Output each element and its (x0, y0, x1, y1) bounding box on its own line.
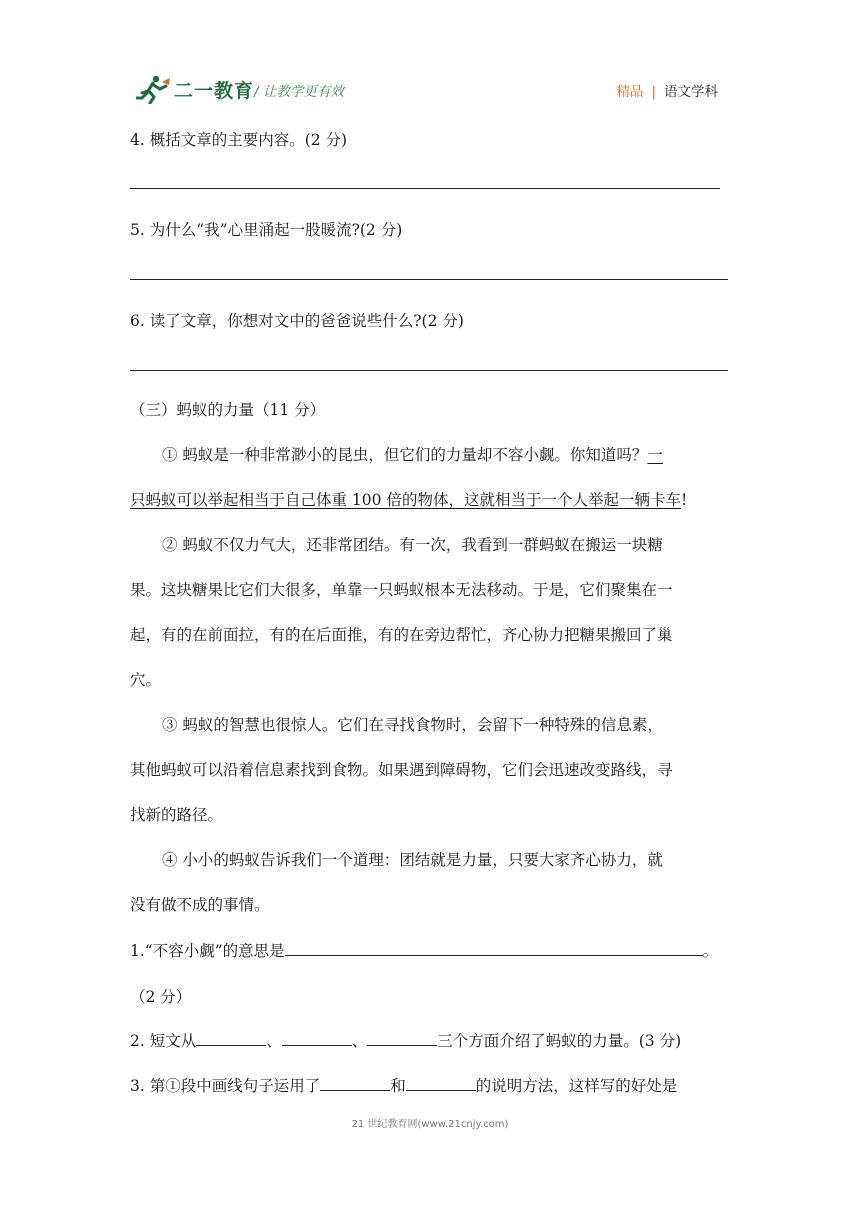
brand-slogan: / 让教学更有效 (254, 84, 344, 100)
answer-line-5[interactable] (130, 279, 728, 280)
underlined-sentence: 只蚂蚁可以举起相当于自己体重 100 倍的物体，这就相当于一个人举起一辆卡车 (130, 491, 681, 509)
page-header (136, 72, 726, 108)
brand-name: 二一教育 (174, 80, 255, 102)
question-3-rest: 的说明方法，这样写的好处是 (475, 1077, 678, 1095)
question-3 (130, 1074, 677, 1096)
question-6: 6. 读了文章，你想对文中的爸爸说些什么?(2 分) (130, 312, 464, 330)
question-2 (130, 1029, 681, 1051)
paragraph-2-line-1: ② 蚂蚁不仅力气大，还非常团结。有一次，我看到一群蚂蚁在搬运一块糖 (162, 536, 663, 554)
paragraph-2-line-4: 穴。 (130, 671, 162, 689)
subject-label: 语文学科 (664, 84, 718, 100)
question-1-text: 1.“不容小觑”的意思是 (130, 942, 285, 960)
paragraph-4-line-1: ④ 小小的蚂蚁告诉我们一个道理：团结就是力量，只要大家齐心协力，就 (162, 851, 663, 869)
question-1-end: 。 (702, 942, 719, 960)
question-4: 4. 概括文章的主要内容。(2 分) (130, 131, 348, 149)
answer-blank-2a[interactable] (196, 1031, 266, 1046)
section-title: （三）蚂蚁的力量（11 分） (130, 401, 326, 419)
question-3-text: 3. 第①段中画线句子运用了 (130, 1077, 321, 1095)
paragraph-2-line-2: 果。这块糖果比它们大很多，单靠一只蚂蚁根本无法移动。于是，它们聚集在一 (130, 581, 673, 599)
paragraph-3-line-2: 其他蚂蚁可以沿着信息素找到食物。如果遇到障碍物，它们会迅速改变路线，寻 (130, 761, 673, 779)
header-separator: | (651, 84, 656, 100)
answer-blank-3b[interactable] (406, 1076, 476, 1091)
answer-blank-1[interactable] (285, 941, 703, 956)
paragraph-4-line-2: 没有做不成的事情。 (130, 896, 270, 914)
header-subject (616, 80, 718, 100)
answer-blank-2c[interactable] (367, 1031, 437, 1046)
page-footer: 21 世纪教育网(www.21cnjy.com) (351, 1119, 509, 1130)
paragraph-2-line-3: 起，有的在前面拉，有的在后面推，有的在旁边帮忙，齐心协力把糖果搬回了巢 (130, 626, 673, 644)
question-1-score: （2 分） (130, 988, 192, 1006)
question-2-rest: 三个方面介绍了蚂蚁的力量。(3 分) (437, 1032, 682, 1050)
paragraph-1-end: ! (680, 491, 688, 509)
paragraph-1-text: ① 蚂蚁是一种非常渺小的昆虫，但它们的力量却不容小觑。你知道吗？ (162, 446, 648, 464)
paragraph-3-line-1: ③ 蚂蚁的智慧也很惊人。它们在寻找食物时，会留下一种特殊的信息素， (162, 716, 663, 734)
answer-line-6[interactable] (130, 370, 728, 371)
answer-blank-3a[interactable] (320, 1076, 390, 1091)
question-1 (130, 939, 718, 961)
paragraph-1 (162, 443, 663, 465)
question-5: 5. 为什么“我”心里涌起一股暖流?(2 分) (130, 221, 403, 239)
premium-label: 精品 (616, 84, 644, 100)
question-2-text: 2. 短文从 (130, 1032, 197, 1050)
conjunction: 和 (390, 1077, 406, 1095)
separator: 、 (266, 1032, 282, 1050)
answer-line-4[interactable] (130, 188, 720, 189)
paragraph-3-line-3: 找新的路径。 (130, 806, 224, 824)
answer-blank-2b[interactable] (282, 1031, 352, 1046)
paragraph-1-line-2 (130, 488, 687, 510)
underlined-sentence-start: 一 (647, 446, 663, 464)
separator: 、 (351, 1032, 368, 1050)
